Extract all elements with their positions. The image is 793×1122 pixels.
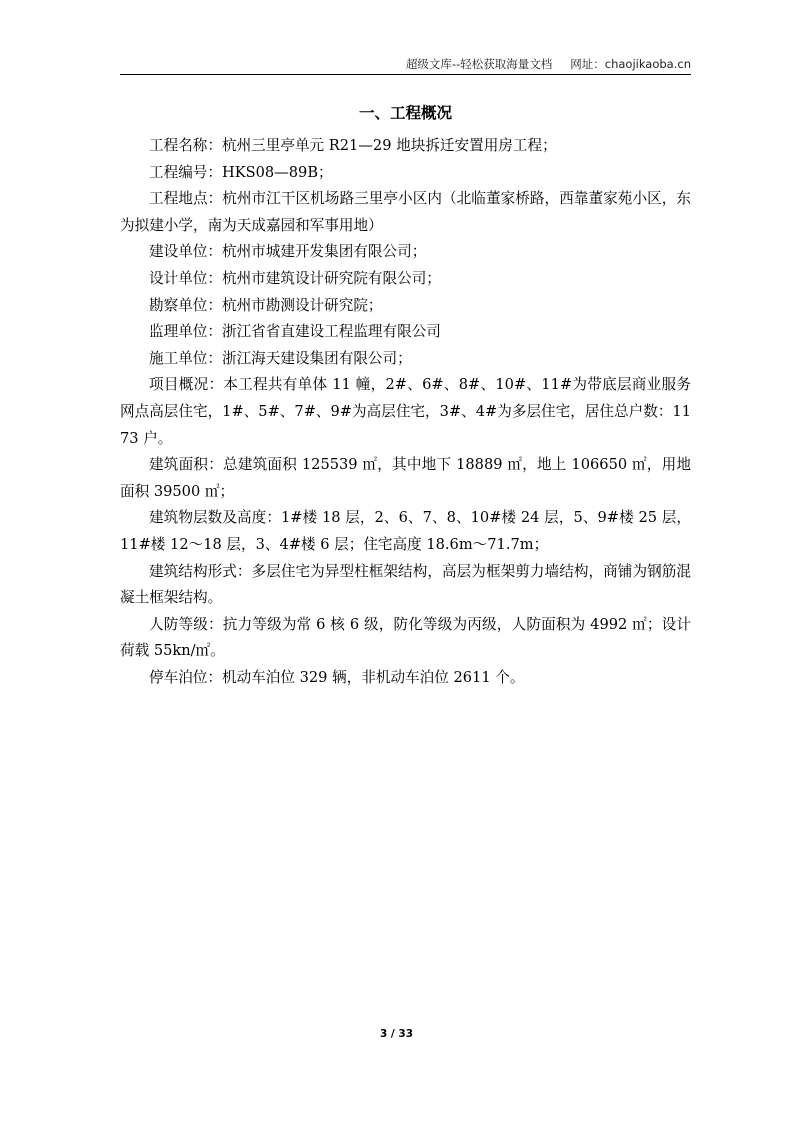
project-location: 工程地点：杭州市江干区机场路三里亭小区内（北临董家桥路，西靠董家苑小区，东为拟建小学，南为天成嘉园和军事用地） (120, 190, 691, 234)
floors-and-height: 建筑物层数及高度：1#楼 18 层，2、6、7、8、10#楼 24 层，5、9#楼 25 层，11#楼 12～18 层，3、4#楼 6 层；住宅高度 18.6m～71.7m； (120, 509, 691, 553)
project-name: 工程名称：杭州三里亭单元 R21—29 地块拆迁安置用房工程； (149, 137, 557, 154)
civil-defense: 人防等级：抗力等级为常 6 核 6 级，防化等级为丙级，人防面积为 4992 ㎡；设计荷载 55kn/㎡。 (120, 615, 691, 660)
structure-type: 建筑结构形式：多层住宅为异型柱框架结构，高层为框架剪力墙结构，商铺为钢筋混凝土框架结构。 (120, 562, 691, 607)
site-url[interactable]: chaojikaoba.cn (604, 57, 691, 71)
site-name: 超级文库--轻松获取海量文档 (405, 57, 553, 71)
parking: 停车泊位：机动车泊位 329 辆，非机动车泊位 2611 个。 (149, 668, 525, 686)
supervision-unit: 监理单位：浙江省省直建设工程监理有限公司 (149, 323, 441, 341)
survey-unit: 勘察单位：杭州市勘测设计研究院； (149, 296, 383, 314)
project-number: 工程编号：HKS08—89B； (149, 163, 333, 181)
contractor-unit: 施工单位：浙江海天建设集团有限公司； (149, 349, 412, 367)
page-number: 3 / 33 (379, 1028, 414, 1040)
url-label: 网址： (570, 57, 605, 71)
building-area: 建筑面积：总建筑面积 125539 ㎡，其中地下 18889 ㎡，地上 106650 ㎡，用地面积 39500 ㎡； (120, 456, 691, 500)
page-header (120, 56, 691, 74)
construction-unit: 建设单位：杭州市城建开发集团有限公司； (149, 243, 427, 261)
document-body (120, 133, 691, 691)
project-overview: 项目概况：本工程共有单体 11 幢，2#、6#、8#、10#、11#为带底层商业服务网点高层住宅，1#、5#、7#、9#为高层住宅，3#、4#为多层住宅，居住总户数：1173 户。 (120, 376, 691, 447)
header-rule (120, 74, 691, 75)
design-unit: 设计单位：杭州市建筑设计研究院有限公司； (149, 269, 441, 287)
section-title: 一、工程概况 (358, 104, 452, 122)
